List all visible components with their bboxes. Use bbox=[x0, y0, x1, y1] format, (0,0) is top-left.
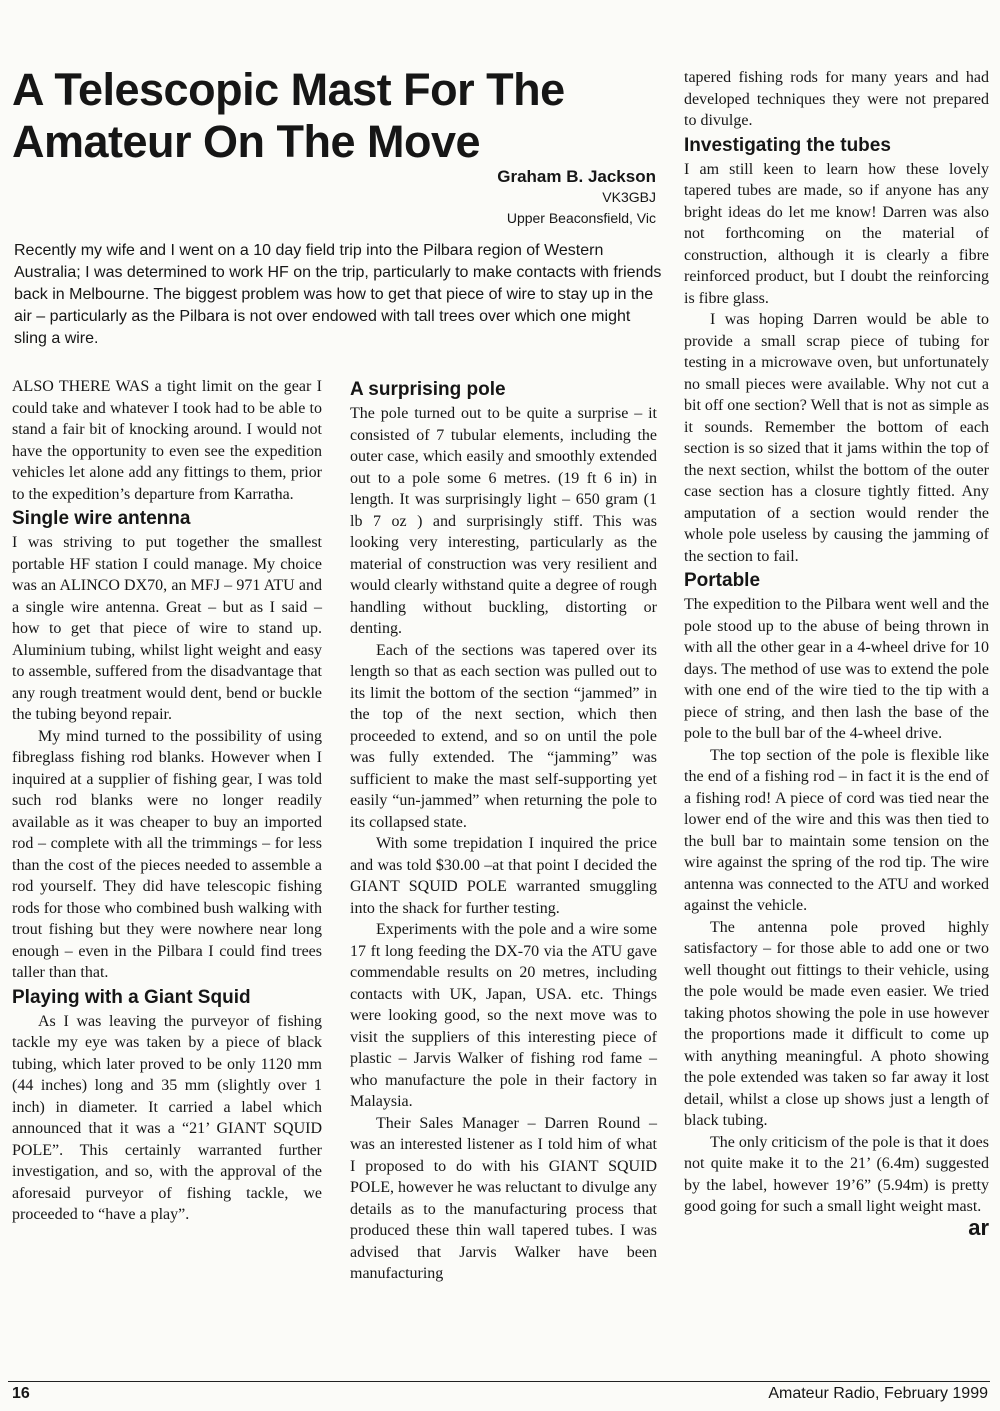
paragraph: Their Sales Manager – Darren Round – was an interested listener as I told him of what I proposed to do with his GIANT SQUID POLE, however he was reluctant to divulge any details as to the manufacturing process that produced these thin wall tapered tubes. I was advised that Jarvis Walker have been manufacturing bbox=[350, 1114, 657, 1282]
final-text: The only criticism of the pole is that it does not quite make it to the 21’ (6.4m) suggested by the label, however 19’6” (5.94m) is pretty good going for such a small light weight mast. bbox=[684, 1133, 989, 1215]
paragraph: The top section of the pole is flexible like the end of a fishing rod – in fact it is the end of a fishing rod! A piece of cord was tied near the lower end of the wire and this was then tied to the bull bar to maintain some tension on the wire against the spring of the rod tip. The wire antenna was connected to the ATU and worked against the vehicle. bbox=[684, 746, 989, 914]
paragraph: Each of the sections was tapered over its length so that as each section was pulled out to its limit the bottom of the section “jammed” in the top of the next section, which then proceeded to extend, and so on until the pole was fully extended. The “jamming” was sufficient to make the mast self-supporting yet easily “un-jammed” when returning the pole to its collapsed state. bbox=[350, 641, 657, 831]
paragraph: Experiments with the pole and a wire some 17 ft long feeding the DX-70 via the ATU gave commendable results on 20 metres, including contacts with UK, Japan, USA. etc. Things were looking good, so the next move was to visit the suppliers of this interesting piece of plastic – Jarvis Walker of fishing rod fame – who manufacture the pole in their factory in Malaysia. bbox=[350, 921, 657, 1110]
paragraph: I was striving to put together the smallest portable HF station I could manage. My choice was an ALINCO DX70, an MFJ – 971 ATU and a single wire antenna. Great – but as I said – how to get that piece of wire to stand up. Aluminium tubing, whilst light weight and easy to assemble, suffered from the disadvantage that any rough treatment would dent, bend or buckle the tubing beyond repair. bbox=[12, 534, 322, 723]
column-1 bbox=[12, 376, 322, 1226]
paragraph: tapered fishing rods for many years and had developed techniques they were not prepared to divulge. bbox=[684, 69, 989, 129]
column-3 bbox=[684, 67, 989, 1238]
author-name: Graham B. Jackson bbox=[497, 167, 656, 186]
page-number: 16 bbox=[12, 1385, 30, 1402]
paragraph: I am still keen to learn how these lovely tapered tubes are made, so if anyone has any bright ideas do let me know! Darren was also not forthcoming on the material of construction, although it is clearly a fibre reinforced product, but I doubt the reinforcing is fibre glass. bbox=[684, 160, 989, 307]
section-heading-surprising-pole: A surprising pole bbox=[350, 379, 506, 400]
paragraph: The antenna pole proved highly satisfactory – for those able to add one or two well thought out fittings to their vehicle, using the pole would be made even easier. We tried taking photos showing the pole in use however the proportions made it difficult to come up with anything meaningful. A photo showing the pole extended was taken so far away it lost detail, whilst a close up shows just a length of black tubing. bbox=[684, 918, 989, 1129]
paragraph: The expedition to the Pilbara went well and the pole stood up to the abuse of being thrown in with all the other gear in a 4-wheel drive for 10 days. The method of use was to extend the pole with one end of the wire tied to the tip with a piece of string, and then lash the base of the pole to the bull bar of the 4-wheel drive. bbox=[684, 596, 989, 742]
paragraph: With some trepidation I inquired the price and was told $30.00 –at that point I decided the GIANT SQUID POLE warranted smuggling into the shack for further testing. bbox=[350, 835, 657, 917]
author-callsign: VK3GBJ bbox=[602, 189, 656, 205]
paragraph: ALSO THERE WAS a tight limit on the gear I could take and whatever I took had to be able to stand a fair bit of knocking around. I would not have the opportunity to even see the expedition vehicles let alone add any fittings to them, prior to the expedition’s departure from Karratha. bbox=[12, 378, 322, 503]
footer-rule bbox=[8, 1381, 990, 1382]
paragraph: As I was leaving the purveyor of fishing tackle my eye was taken by a piece of black tubing, which later proved to be only 1120 mm (44 inches) long and 35 mm (slightly over 1 inch) in diameter. It carried a label which announced that it was a “21’ GIANT SQUID POLE”. This certainly warranted further investigation, and so, with the approval of the aforesaid purveyor of fishing tackle, we proceeded to “have a play”. bbox=[12, 1012, 322, 1223]
end-mark: ar bbox=[968, 1214, 989, 1240]
paragraph: The pole turned out to be quite a surprise – it consisted of 7 tubular elements, including the outer case, which easily and smoothly extended out to a pole some 6 metres. (19 ft 6 in) in length. It was surprisingly light – 650 gram (1 lb 7 oz ) and surprisingly stiff. This was looking very interesting, particularly as the material of construction was very resilient and would clearly withstand quite a degree of rough handling without buckling, distorting or denting. bbox=[350, 405, 657, 637]
paragraph-final bbox=[684, 1132, 989, 1240]
section-heading-portable: Portable bbox=[684, 570, 761, 591]
section-heading-single-wire-antenna: Single wire antenna bbox=[12, 508, 191, 529]
article-title: A Telescopic Mast For The Amateur On The Move bbox=[12, 64, 565, 167]
footer-source: Amateur Radio, February 1999 bbox=[768, 1385, 988, 1402]
lede-paragraph: Recently my wife and I went on a 10 day field trip into the Pilbara region of Western Australia; I was determined to work HF on the trip, particularly to make contacts with friends back in Melbourne. The biggest problem was how to get that piece of wire to stay up in the air – particularly as the Pilbara is not over endowed with tall trees over which one might sling a wire. bbox=[14, 242, 662, 347]
column-2 bbox=[350, 376, 657, 1285]
author-location: Upper Beaconsfield, Vic bbox=[506, 210, 656, 226]
paragraph: My mind turned to the possibility of using fibreglass fishing rod blanks. However when I inquired at a supplier of fishing gear, I was told such rod blanks were no longer readily available as it was cheaper to buy an imported rod – complete with all the trimmings – for less than the cost of the pieces needed to assemble a rod yourself. They did have telescopic fishing rods for those who combined bush walking with trout fishing but they were nowhere near long enough – even in the Pilbara I could find trees taller than that. bbox=[12, 727, 322, 981]
section-heading-investigating: Investigating the tubes bbox=[684, 134, 891, 156]
byline bbox=[497, 166, 656, 229]
section-heading-giant-squid: Playing with a Giant Squid bbox=[12, 986, 251, 1008]
paragraph: I was hoping Darren would be able to provide a small scrap piece of tubing for testing in a microwave oven, but unfortunately no small pieces were available. Why not cut a bit off one section? Well that is not as simple as it sounds. Remember the bottom of each section is so sized that it jams within the top of the next section, whilst the bottom of the outer case section has a closure tightly fitted. Any amputation of a section would render the whole pole useless by causing the jamming of the section to fail. bbox=[684, 311, 989, 565]
